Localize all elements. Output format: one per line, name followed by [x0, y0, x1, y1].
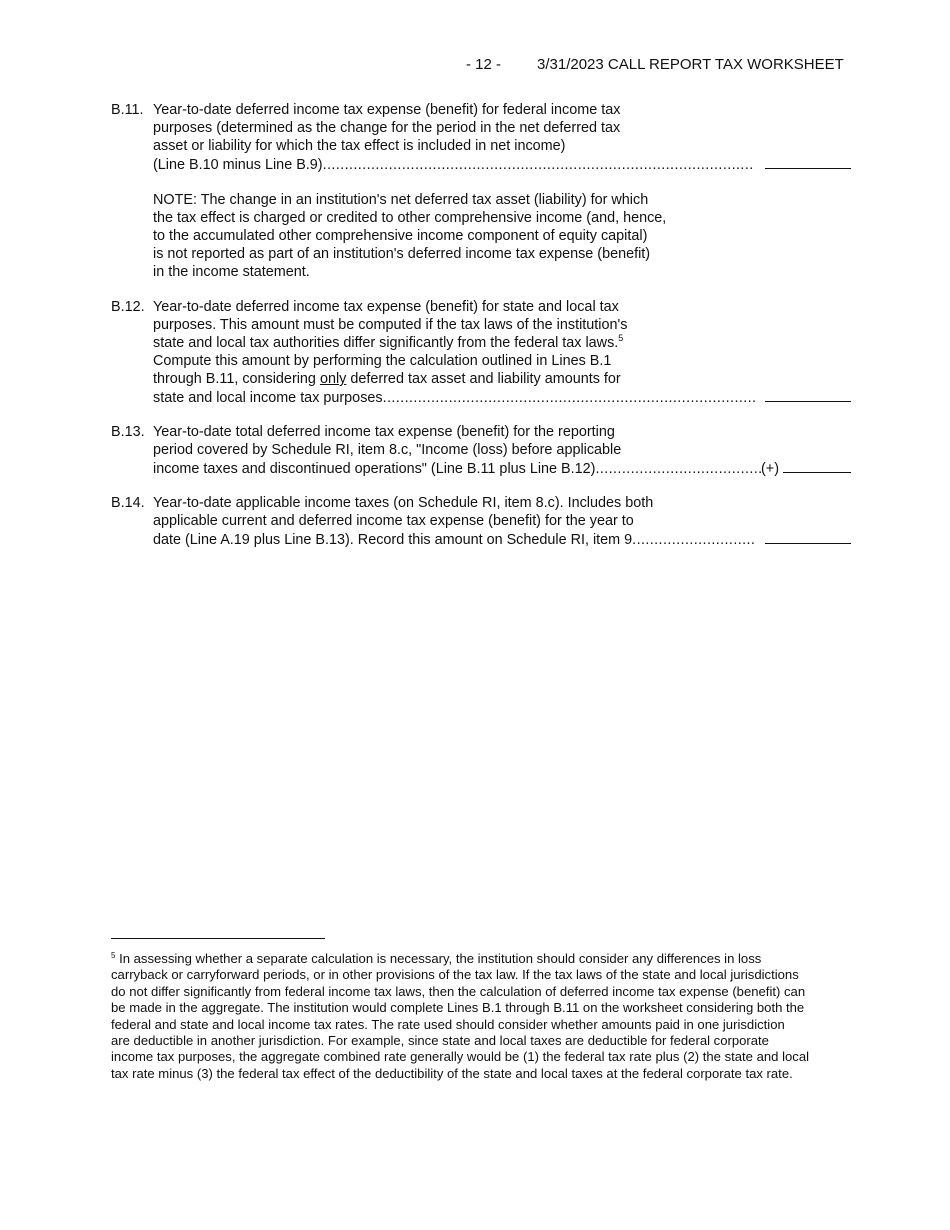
footnote-line: income tax purposes, the aggregate combined rate generally would be (1) the federal tax rate plus (2) the state and local — [111, 1049, 810, 1065]
footnote-divider — [111, 938, 325, 939]
leader-line — [153, 530, 851, 548]
footnote-line: do not differ significantly from federal income tax laws, then the calculation of deferred income tax expense (benefit) can — [111, 983, 806, 999]
text-line — [153, 334, 851, 352]
text-line: state and local income tax purposes — [153, 390, 383, 406]
note-block — [153, 191, 851, 281]
text-line — [153, 370, 851, 388]
text-line: period covered by Schedule RI, item 8.c, "Income (loss) before applicable — [153, 442, 622, 458]
text-line: Year-to-date deferred income tax expense (benefit) for federal income tax — [153, 102, 621, 118]
note-line: the tax effect is charged or credited to other comprehensive income (and, hence, — [153, 210, 667, 226]
item-number: B.14. — [111, 495, 145, 511]
item-text — [153, 423, 851, 477]
text-line-content: state and local tax authorities differ significantly from the federal tax laws. — [153, 335, 619, 351]
dot-leader — [632, 531, 755, 549]
footnote-line — [111, 951, 861, 967]
item-number: B.11. — [111, 102, 144, 118]
footnote-text: In assessing whether a separate calculation is necessary, the institution should consider any differences in loss — [115, 951, 762, 966]
note-line: in the income statement. — [153, 264, 310, 280]
text-line: Year-to-date total deferred income tax expense (benefit) for the reporting — [153, 424, 615, 440]
amount-blank[interactable] — [783, 459, 851, 473]
text-line: purposes. This amount must be computed if the tax laws of the institution's — [153, 317, 628, 333]
footnote-line: be made in the aggregate. The institution would complete Lines B.1 through B.11 on the worksheet considering both the — [111, 1000, 805, 1016]
footnote-line: carryback or carryforward periods, or in other provisions of the tax law. If the tax laws of the state and local jurisdictions — [111, 967, 799, 983]
text-line: applicable current and deferred income tax expense (benefit) for the year to — [153, 513, 634, 529]
text-line: Year-to-date deferred income tax expense (benefit) for state and local tax — [153, 299, 619, 315]
amount-blank[interactable] — [765, 388, 851, 402]
text-line: Year-to-date applicable income taxes (on Schedule RI, item 8.c). Includes both — [153, 495, 654, 511]
item-text — [153, 494, 851, 548]
text-segment: deferred tax asset and liability amounts for — [346, 371, 621, 387]
text-line: Compute this amount by performing the calculation outlined in Lines B.1 — [153, 353, 612, 369]
note-line: to the accumulated other comprehensive income component of equity capital) — [153, 228, 648, 244]
note-line: is not reported as part of an institution's deferred income tax expense (benefit) — [153, 246, 651, 262]
footnote-marker: 5 — [111, 951, 116, 960]
footnote-line: federal and state and local income tax rates. The rate used should consider whether amounts paid in one jurisdiction — [111, 1016, 785, 1032]
text-line: asset or liability for which the tax effect is included in net income) — [153, 138, 566, 154]
footnote-line: tax rate minus (3) the federal tax effect of the deductibility of the state and local taxes at the federal corporate tax rate. — [111, 1065, 793, 1081]
leader-line — [153, 388, 851, 406]
text-line: purposes (determined as the change for the period in the net deferred tax — [153, 120, 621, 136]
item-text — [153, 298, 851, 406]
note-line: NOTE: The change in an institution's net deferred tax asset (liability) for which — [153, 192, 649, 208]
text-line: (Line B.10 minus Line B.9) — [153, 157, 323, 173]
amount-blank[interactable] — [765, 155, 851, 169]
worksheet-title: 3/31/2023 CALL REPORT TAX WORKSHEET — [537, 56, 844, 73]
page-header — [0, 56, 950, 76]
text-line: date (Line A.19 plus Line B.13). Record this amount on Schedule RI, item 9 — [153, 532, 633, 548]
dot-leader — [383, 389, 755, 407]
leader-line — [153, 155, 851, 173]
footnote — [111, 951, 861, 1082]
leader-line — [153, 459, 851, 477]
item-number: B.12. — [111, 299, 145, 315]
text-segment: through B.11, considering — [153, 371, 320, 387]
item-text — [153, 101, 851, 281]
page-number: - 12 - — [466, 56, 502, 73]
dot-leader — [595, 460, 761, 478]
dot-leader — [323, 156, 755, 174]
item-number: B.13. — [111, 424, 145, 440]
plus-sign: (+) — [761, 461, 779, 477]
footnote-reference: 5 — [618, 333, 624, 343]
amount-blank[interactable] — [765, 530, 851, 544]
text-line: income taxes and discontinued operations" (Line B.11 plus Line B.12) — [153, 461, 596, 477]
underlined-word: only — [319, 371, 347, 387]
footnote-line: are deductible in another jurisdiction. For example, since state and local taxes are deductible for federal corporate — [111, 1032, 769, 1048]
